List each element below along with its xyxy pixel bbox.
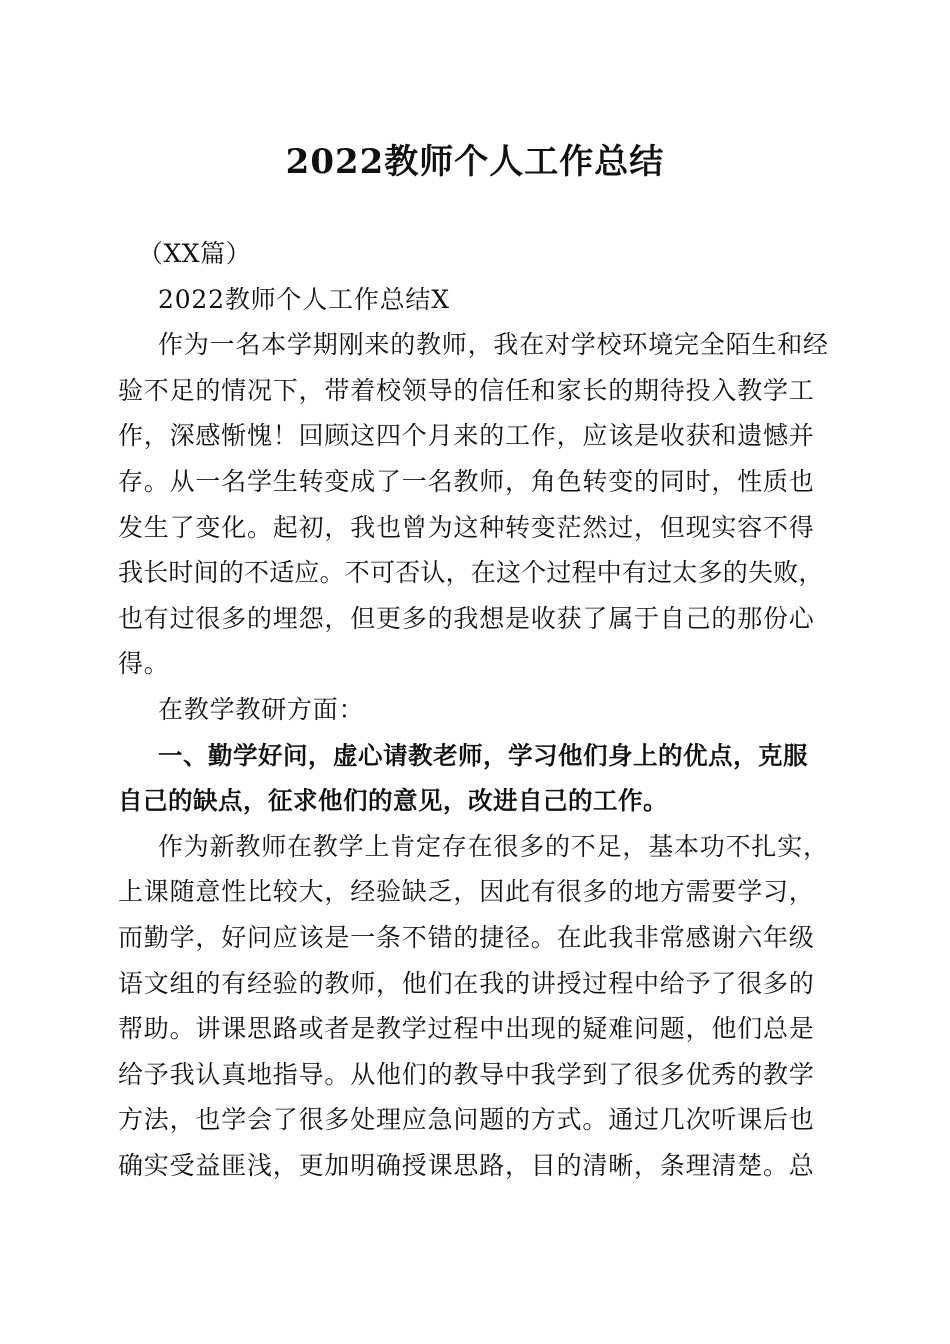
paragraph-line: 我长时间的不适应。不可否认，在这个过程中有过太多的失败， — [118, 558, 824, 588]
paragraph-line: 也有过很多的埋怨，但更多的我想是收获了属于自己的那份心 — [118, 603, 815, 633]
section-heading-line: 一、勤学好问，虚心请教老师，学习他们身上的优点，克服 — [158, 740, 808, 770]
document-title: 2022教师个人工作总结 — [285, 142, 665, 182]
paragraph-line: 得。 — [118, 649, 170, 679]
document-body — [118, 231, 838, 1188]
paragraph-line: 方法，也学会了很多处理应急问题的方式。通过几次听课后也 — [118, 1105, 815, 1135]
subtitle-line: （XX篇） — [138, 239, 252, 268]
section-heading-line: 自己的缺点，征求他们的意见，改进自己的工作。 — [118, 786, 668, 816]
paragraph-line: 语文组的有经验的教师，他们在我的讲授过程中给予了很多的 — [118, 968, 815, 998]
paragraph-line: 而勤学，好问应该是一条不错的捷径。在此我非常感谢六年级 — [118, 922, 815, 952]
paragraph-line: 作为一名本学期刚来的教师，我在对学校环境完全陌生和经 — [158, 330, 829, 360]
paragraph-line: 验不足的情况下，带着校领导的信任和家长的期待投入教学工 — [118, 375, 815, 405]
heading-line: 2022教师个人工作总结X — [158, 284, 450, 314]
paragraph-line: 存。从一名学生转变成了一名教师，角色转变的同时，性质也 — [118, 466, 815, 496]
paragraph-line: 给予我认真地指导。从他们的教导中我学到了很多优秀的教学 — [118, 1059, 815, 1089]
paragraph-line: 发生了变化。起初，我也曾为这种转变茫然过，但现实容不得 — [118, 512, 815, 542]
paragraph-line: 作为新教师在教学上肯定存在很多的不足，基本功不扎实， — [158, 831, 829, 861]
paragraph-line: 帮助。讲课思路或者是教学过程中出现的疑难问题，他们总是 — [118, 1014, 815, 1044]
paragraph-line: 作，深感惭愧！回顾这四个月来的工作，应该是收获和遗憾并 — [118, 421, 815, 451]
paragraph-line: 确实受益匪浅，更加明确授课思路，目的清晰，条理清楚。总 — [118, 1150, 815, 1180]
paragraph-line: 上课随意性比较大，经验缺乏，因此有很多的地方需要学习， — [118, 877, 815, 907]
section-label: 在教学教研方面： — [158, 694, 365, 724]
